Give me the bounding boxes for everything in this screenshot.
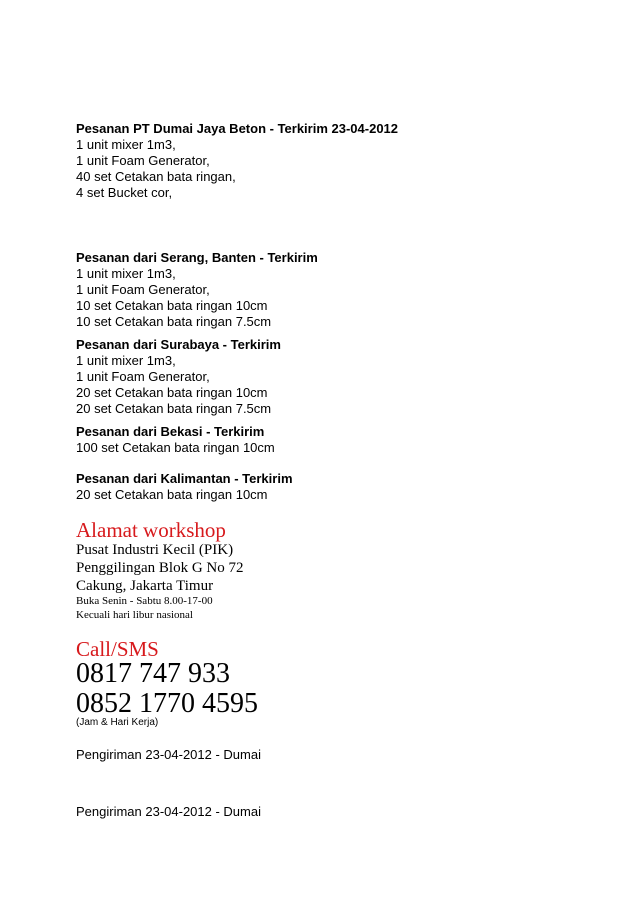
order-item: 1 unit Foam Generator, xyxy=(76,282,210,297)
workshop-address-line: Penggilingan Blok G No 72 xyxy=(76,560,244,576)
order-block xyxy=(76,471,293,503)
order-item: 100 set Cetakan bata ringan 10cm xyxy=(76,440,275,455)
shipment-line: Pengiriman 23-04-2012 - Dumai xyxy=(76,747,261,762)
order-title: Pesanan dari Surabaya - Terkirim xyxy=(76,337,281,352)
order-block xyxy=(76,250,318,330)
order-title: Pesanan dari Bekasi - Terkirim xyxy=(76,424,265,439)
workshop-heading: Alamat workshop xyxy=(76,518,226,542)
phone-number[interactable]: 0817 747 933 xyxy=(76,658,230,689)
order-title: Pesanan dari Kalimantan - Terkirim xyxy=(76,471,293,486)
workshop-hours: Buka Senin - Sabtu 8.00-17-00 xyxy=(76,595,213,607)
order-block xyxy=(76,121,398,201)
workshop-holiday-note: Kecuali hari libur nasional xyxy=(76,609,193,621)
order-block xyxy=(76,337,281,417)
contact-note: (Jam & Hari Kerja) xyxy=(76,717,159,728)
order-item: 1 unit mixer 1m3, xyxy=(76,266,176,281)
order-title: Pesanan dari Serang, Banten - Terkirim xyxy=(76,250,318,265)
order-item: 20 set Cetakan bata ringan 10cm xyxy=(76,385,268,400)
workshop-address-line: Cakung, Jakarta Timur xyxy=(76,578,214,594)
order-block xyxy=(76,424,275,456)
shipment-line: Pengiriman 23-04-2012 - Dumai xyxy=(76,804,261,819)
workshop-address-line: Pusat Industri Kecil (PIK) xyxy=(76,542,234,558)
phone-number[interactable]: 0852 1770 4595 xyxy=(76,688,258,719)
order-item: 1 unit mixer 1m3, xyxy=(76,137,176,152)
order-item: 10 set Cetakan bata ringan 7.5cm xyxy=(76,314,272,329)
order-item: 1 unit Foam Generator, xyxy=(76,369,210,384)
order-item: 10 set Cetakan bata ringan 10cm xyxy=(76,298,268,313)
contact-heading: Call/SMS xyxy=(76,637,159,661)
order-item: 20 set Cetakan bata ringan 7.5cm xyxy=(76,401,272,416)
order-item: 1 unit Foam Generator, xyxy=(76,153,210,168)
order-title: Pesanan PT Dumai Jaya Beton - Terkirim 23-04-2012 xyxy=(76,121,399,136)
order-item: 4 set Bucket cor, xyxy=(76,185,173,200)
order-item: 20 set Cetakan bata ringan 10cm xyxy=(76,487,268,502)
order-item: 1 unit mixer 1m3, xyxy=(76,353,176,368)
order-item: 40 set Cetakan bata ringan, xyxy=(76,169,236,184)
